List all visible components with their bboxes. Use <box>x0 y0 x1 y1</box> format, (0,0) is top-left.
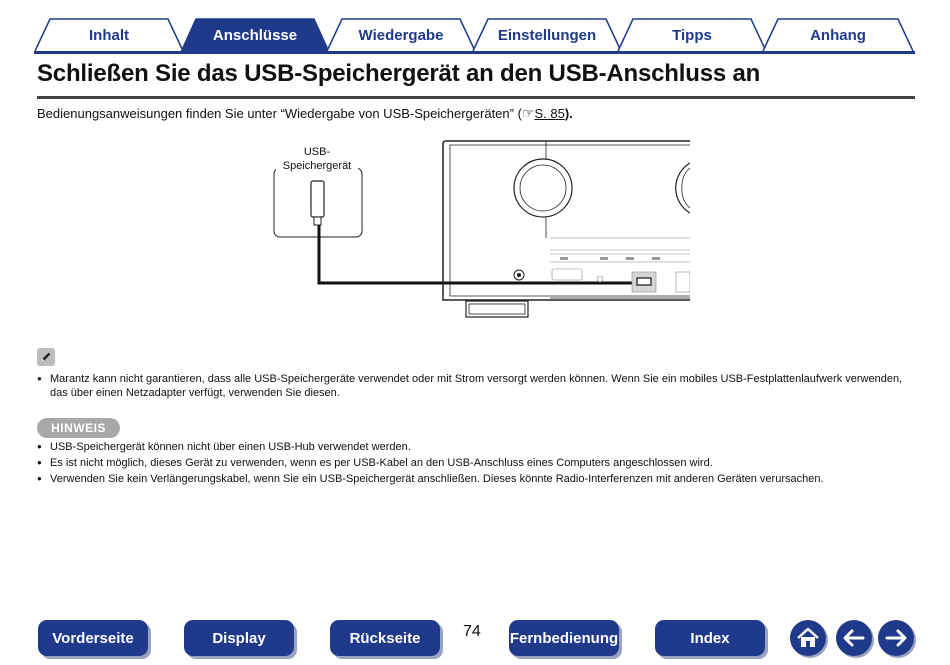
arrow-right-icon <box>883 625 909 651</box>
tab-inhalt[interactable] <box>34 18 184 52</box>
fernbedienung-button[interactable]: Fernbedienung <box>509 620 619 656</box>
back-button[interactable] <box>836 620 872 656</box>
hinweis-list <box>37 440 917 488</box>
vorderseite-button[interactable]: Vorderseite <box>38 620 148 656</box>
intro-text <box>37 105 573 122</box>
page-title: Schließen Sie das USB-Speichergerät an den USB-Anschluss an <box>37 60 761 87</box>
top-tab-bar <box>0 0 950 54</box>
tab-label: Anschlüsse <box>212 26 298 44</box>
tab-label: Inhalt <box>89 26 129 44</box>
forward-button[interactable] <box>878 620 914 656</box>
tab-label: Tipps <box>672 26 712 44</box>
display-button[interactable]: Display <box>184 620 294 656</box>
list-item: ● USB-Speichergerät können nicht über einen USB-Hub verwendet werden. <box>37 440 917 454</box>
arrow-left-icon <box>841 625 867 651</box>
av-receiver-front <box>443 141 690 317</box>
pencil-icon <box>37 348 55 366</box>
tab-tipps[interactable] <box>617 18 767 52</box>
home-button[interactable] <box>790 620 826 656</box>
tab-anhang[interactable] <box>762 18 914 52</box>
list-item: ● Verwenden Sie kein Verlängerungskabel, wenn Sie ein USB-Speichergerät anschließen. Dieses könnte Radio-Interferenzen mit anderen Geräten verursachen. <box>37 472 917 486</box>
home-icon <box>795 625 821 651</box>
tab-einstellungen[interactable] <box>472 18 622 52</box>
intro-body: Bedienungsanweisungen finden Sie unter “Wiedergabe von USB-Speichergeräten” ( <box>37 106 522 121</box>
tab-label: Anhang <box>810 26 866 44</box>
index-button[interactable]: Index <box>655 620 765 656</box>
page-number: 74 <box>463 623 481 640</box>
rueckseite-button[interactable]: Rückseite <box>330 620 440 656</box>
title-divider <box>37 96 915 99</box>
list-item: ● Es ist nicht möglich, dieses Gerät zu verwenden, wenn es per USB-Kabel an den USB-Anschluss eines Computers angeschlossen wird. <box>37 456 917 470</box>
intro-close: ). <box>564 106 573 121</box>
tab-label: Wiedergabe <box>358 26 444 44</box>
tab-label: Einstellungen <box>497 26 597 44</box>
note-list <box>37 372 917 402</box>
tab-anschluesse[interactable] <box>180 18 330 52</box>
hinweis-badge: HINWEIS <box>37 418 120 438</box>
tab-wiedergabe[interactable] <box>326 18 476 52</box>
usb-label-line2: Speichergerät <box>276 159 358 173</box>
tab-underline <box>34 51 915 54</box>
usb-label-line1: USB- <box>303 146 331 158</box>
usb-device-label <box>276 145 358 173</box>
list-item: ● Marantz kann nicht garantieren, dass alle USB-Speichergeräte verwendet oder mit Strom versorgt werden können. Wenn Sie ein mobiles USB-Festplattenlaufwerk verwenden, das über einen Netzadapter verfügt, verwenden Sie diesen. <box>37 372 917 400</box>
page-reference-link[interactable]: S. 85 <box>534 106 565 121</box>
pointing-hand-icon: ☞ <box>521 105 535 121</box>
